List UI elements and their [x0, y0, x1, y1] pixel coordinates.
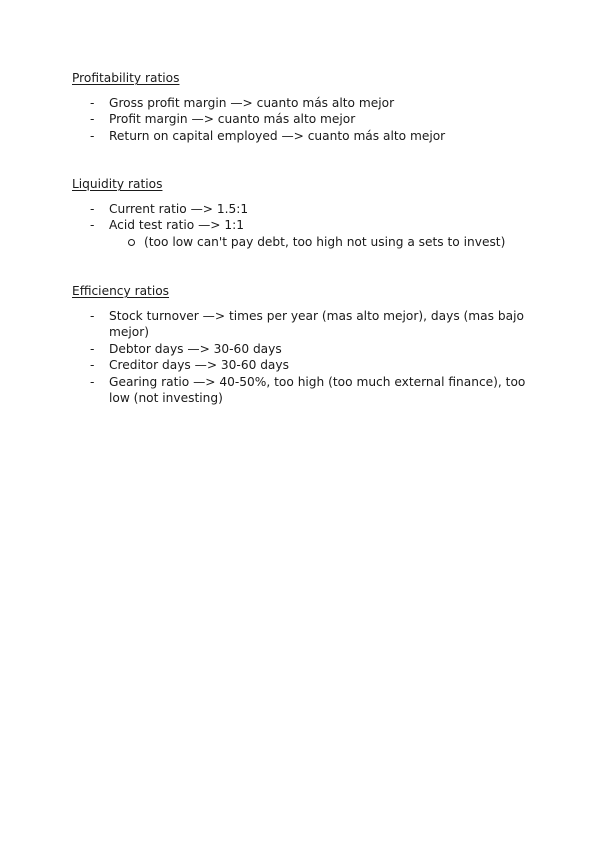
dash-bullet: - — [90, 341, 95, 356]
list-item — [72, 95, 532, 112]
list-item-text: Acid test ratio —> 1:1 — [109, 218, 244, 232]
list-item — [72, 111, 532, 128]
dash-bullet: - — [90, 95, 95, 110]
list-item-text: Stock turnover —> times per year (mas alto mejor), days (mas bajo mejor) — [109, 308, 524, 339]
profitability-list — [72, 95, 532, 145]
dash-bullet: - — [90, 201, 95, 216]
profitability-heading: Profitability ratios — [72, 71, 180, 85]
list-item-text: Profit margin —> cuanto más alto mejor — [109, 112, 356, 126]
efficiency-section — [72, 283, 532, 407]
list-item — [72, 201, 532, 218]
liquidity-heading: Liquidity ratios — [72, 177, 163, 191]
liquidity-sub-list — [109, 234, 532, 251]
dash-bullet: - — [90, 358, 95, 372]
dash-bullet: - — [90, 374, 95, 389]
dash-bullet: - — [90, 112, 95, 126]
dash-bullet: - — [90, 308, 95, 323]
list-item-text: Gross profit margin —> cuanto más alto mejor — [109, 95, 395, 110]
list-item — [72, 217, 532, 250]
profitability-section — [72, 70, 532, 144]
sub-list-item-text: (too low can't pay debt, too high not using a sets to invest) — [144, 234, 506, 249]
dash-bullet: - — [90, 128, 95, 143]
list-item — [72, 128, 532, 145]
list-item-text: Debtor days —> 30-60 days — [109, 341, 282, 356]
sub-list-item — [109, 234, 532, 251]
list-item-text: Gearing ratio —> 40-50%, too high (too much external finance), too low (not investing) — [109, 374, 526, 405]
efficiency-list — [72, 308, 532, 407]
efficiency-heading: Efficiency ratios — [72, 284, 170, 298]
dash-bullet: - — [90, 218, 95, 232]
list-item-text: Return on capital employed —> cuanto más alto mejor — [109, 128, 446, 143]
list-item-text: Current ratio —> 1.5:1 — [109, 201, 249, 216]
list-item — [72, 341, 532, 358]
liquidity-section — [72, 176, 532, 250]
list-item — [72, 374, 532, 407]
list-item — [72, 308, 532, 341]
circle-bullet-icon — [128, 239, 135, 246]
list-item-text: Creditor days —> 30-60 days — [109, 358, 289, 372]
list-item — [72, 357, 532, 374]
liquidity-list — [72, 201, 532, 251]
